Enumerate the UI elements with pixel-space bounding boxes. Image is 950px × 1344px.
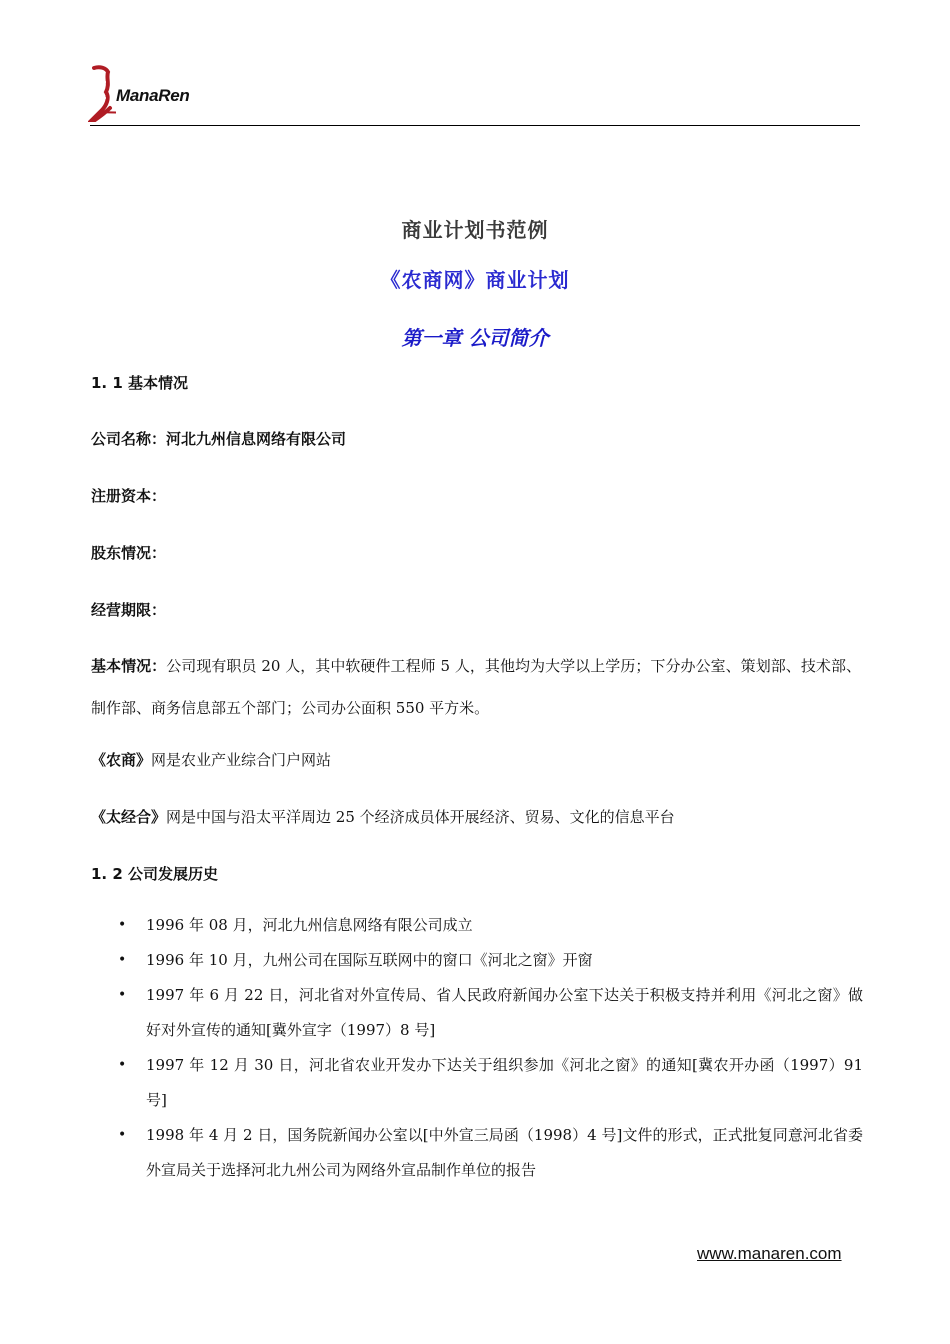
history-item bbox=[118, 908, 863, 943]
history-item bbox=[118, 1118, 863, 1188]
basic-info-text: 公司现有职员 20 人，其中软硬件工程师 5 人，其他均为大学以上学历；下分办公室、策划部、技术部、制作部、商务信息部五个部门；公司办公面积 550 平方米。 bbox=[91, 657, 861, 717]
basic-info-paragraph bbox=[91, 645, 861, 729]
registered-capital-label: 注册资本： bbox=[91, 487, 167, 505]
company-name-label: 公司名称： bbox=[91, 430, 167, 448]
bullet-icon: • bbox=[118, 1127, 127, 1143]
shareholders-label: 股东情况： bbox=[91, 544, 167, 562]
bullet-icon: • bbox=[118, 917, 127, 933]
nongshang-label: 《农商》 bbox=[91, 751, 152, 769]
history-item-text: 1998 年 4 月 2 日，国务院新闻办公室以[中外宣三局函（1998）4 号]文件的形式，正式批复同意河北省委外宣局关于选择河北九州公司为网络外宣品制作单位的报告 bbox=[146, 1126, 863, 1179]
history-item-text: 1997 年 6 月 22 日，河北省对外宣传局、省人民政府新闻办公室下达关于积极支持并利用《河北之窗》做好对外宣传的通知[冀外宣字（1997）8 号] bbox=[146, 986, 863, 1039]
company-name-field bbox=[91, 418, 861, 460]
business-term-field bbox=[91, 589, 861, 631]
bullet-icon: • bbox=[118, 952, 127, 968]
registered-capital-field bbox=[91, 475, 861, 517]
nongshang-text: 网是农业产业综合门户网站 bbox=[151, 751, 332, 769]
nongshang-paragraph bbox=[91, 739, 861, 781]
logo-calligraphy-icon bbox=[88, 64, 116, 122]
history-item-text: 1997 年 12 月 30 日，河北省农业开发办下达关于组织参加《河北之窗》的通知[冀农开办函（1997）91 号] bbox=[146, 1056, 863, 1109]
taijinghe-text: 网是中国与沿太平洋周边 25 个经济成员体开展经济、贸易、文化的信息平台 bbox=[166, 808, 675, 826]
document-title: 商业计划书范例 bbox=[401, 218, 549, 242]
history-item bbox=[118, 943, 863, 978]
document-subtitle: 《农商网》商业计划 bbox=[380, 268, 570, 292]
section-heading-1-2 bbox=[91, 853, 861, 895]
business-term-label: 经营期限： bbox=[91, 601, 167, 619]
bullet-icon: • bbox=[118, 987, 127, 1003]
section-heading-text: 1. 1 基本情况 bbox=[91, 374, 189, 392]
history-item-text: 1996 年 08 月，河北九州信息网络有限公司成立 bbox=[146, 916, 473, 934]
manaren-logo bbox=[88, 64, 198, 126]
bullet-icon: • bbox=[118, 1057, 127, 1073]
chapter-title: 第一章 公司简介 bbox=[401, 326, 549, 350]
history-item bbox=[118, 1048, 863, 1118]
history-item-text: 1996 年 10 月，九州公司在国际互联网中的窗口《河北之窗》开窗 bbox=[146, 951, 593, 969]
basic-info-label: 基本情况： bbox=[91, 657, 167, 675]
taijinghe-label: 《太经合》 bbox=[91, 808, 167, 826]
taijinghe-paragraph bbox=[91, 796, 861, 838]
section-heading-text: 1. 2 公司发展历史 bbox=[91, 865, 219, 883]
shareholders-field bbox=[91, 532, 861, 574]
logo-text: ManaRen bbox=[116, 86, 190, 105]
header-divider bbox=[90, 125, 860, 126]
section-heading-1-1 bbox=[91, 362, 861, 404]
history-list bbox=[118, 908, 863, 1188]
company-name-value: 河北九州信息网络有限公司 bbox=[166, 430, 347, 448]
history-item bbox=[118, 978, 863, 1048]
footer-website-link[interactable]: www.manaren.com bbox=[697, 1244, 842, 1263]
